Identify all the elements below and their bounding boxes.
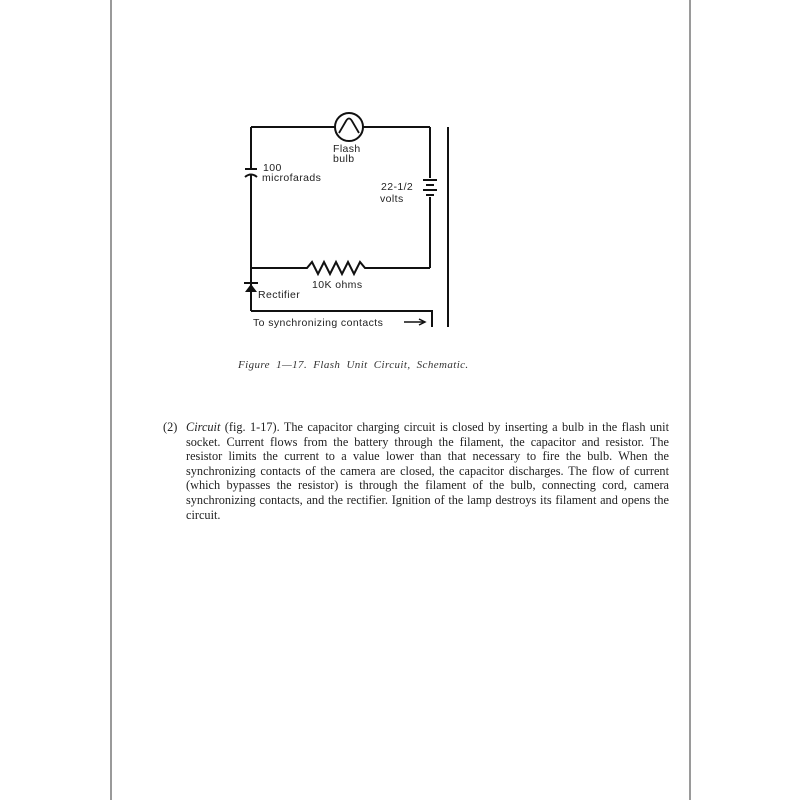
contacts-label: To synchronizing contacts: [253, 317, 384, 329]
bulb-label-1: Flash: [333, 143, 361, 155]
resistor-label: 10K ohms: [312, 279, 363, 291]
figure-caption: Figure 1—17. Flash Unit Circuit, Schematic.: [238, 359, 469, 371]
capacitor-label-1: 100: [263, 162, 282, 174]
rectifier-icon: [245, 284, 257, 292]
capacitor-label-2: microfarads: [262, 172, 322, 184]
resistor-wire: [251, 262, 430, 274]
battery-label-1: 22-1/2: [381, 181, 414, 193]
paragraph: [163, 420, 669, 522]
paragraph-body: [186, 420, 669, 522]
bulb-label-2: bulb: [333, 153, 355, 165]
battery-label-2: volts: [380, 193, 404, 205]
paragraph-number: (2): [163, 420, 178, 434]
paragraph-title: Circuit: [186, 420, 221, 434]
paragraph-text: (fig. 1-17). The capacitor charging circuit is closed by inserting a bulb in the flash unit socket. Current flows from the battery through the filament, the capacitor and resistor. The resistor limits the current to a value lower than that necessary to fire the bulb. When the synchronizing contacts of the camera are closed, the capacitor discharges. The flow of current (which bypasses the resistor) is through the filament of the bulb, connecting cord, camera synchronizing contacts, and the rectifier. Ignition of the lamp destroys its filament and opens the circuit.: [186, 420, 669, 522]
flash-bulb-icon: [335, 113, 363, 141]
arrow-icon: [404, 319, 425, 325]
battery-icon: [423, 180, 437, 195]
rectifier-label: Rectifier: [258, 289, 301, 301]
